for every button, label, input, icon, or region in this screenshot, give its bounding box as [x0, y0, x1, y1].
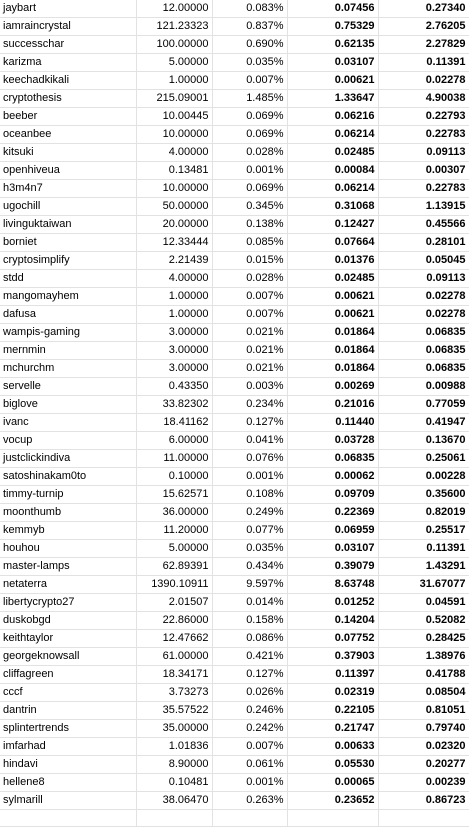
table-row	[0, 360, 469, 378]
username-cell[interactable]: libertycrypto27	[0, 594, 136, 612]
table-row	[0, 522, 469, 540]
value-cell[interactable]: 0.07664	[287, 234, 378, 252]
value-alt-cell[interactable]: 0.08504	[378, 684, 469, 702]
table-row	[0, 162, 469, 180]
amount-cell[interactable]: 100.00000	[136, 36, 212, 54]
table-row	[0, 72, 469, 90]
share-percent-cell[interactable]: 0.127%	[212, 666, 287, 684]
share-percent-cell[interactable]: 0.035%	[212, 54, 287, 72]
value-alt-cell[interactable]: 0.06835	[378, 342, 469, 360]
table-row	[0, 792, 469, 810]
amount-cell[interactable]: 1390.10911	[136, 576, 212, 594]
value-alt-cell[interactable]: 0.41788	[378, 666, 469, 684]
amount-cell[interactable]: 0.43350	[136, 378, 212, 396]
table-row	[0, 648, 469, 666]
value-alt-cell[interactable]: 0.22783	[378, 180, 469, 198]
share-percent-cell[interactable]: 0.069%	[212, 108, 287, 126]
share-percent-cell[interactable]: 0.242%	[212, 720, 287, 738]
value-cell[interactable]: 0.22105	[287, 702, 378, 720]
value-alt-cell[interactable]: 0.00228	[378, 468, 469, 486]
username-cell[interactable]: stdd	[0, 270, 136, 288]
value-cell[interactable]: 0.75329	[287, 18, 378, 36]
username-cell[interactable]: sylmarill	[0, 792, 136, 810]
value-alt-cell[interactable]: 0.82019	[378, 504, 469, 522]
value-alt-cell[interactable]: 2.27829	[378, 36, 469, 54]
username-cell[interactable]: karizma	[0, 54, 136, 72]
amount-cell[interactable]: 4.00000	[136, 270, 212, 288]
share-percent-cell[interactable]: 1.485%	[212, 90, 287, 108]
value-cell[interactable]: 0.11440	[287, 414, 378, 432]
value-alt-cell[interactable]: 0.02278	[378, 306, 469, 324]
username-cell[interactable]: mernmin	[0, 342, 136, 360]
amount-cell[interactable]: 1.01836	[136, 738, 212, 756]
table-row	[0, 702, 469, 720]
amount-cell[interactable]: 2.01507	[136, 594, 212, 612]
amount-cell[interactable]: 20.00000	[136, 216, 212, 234]
username-cell[interactable]: houhou	[0, 540, 136, 558]
share-percent-cell[interactable]: 0.234%	[212, 396, 287, 414]
amount-cell[interactable]: 11.00000	[136, 450, 212, 468]
share-percent-cell[interactable]: 0.021%	[212, 342, 287, 360]
value-alt-cell[interactable]: 0.22793	[378, 108, 469, 126]
share-percent-cell[interactable]: 0.108%	[212, 486, 287, 504]
amount-cell[interactable]: 22.86000	[136, 612, 212, 630]
value-alt-cell[interactable]: 0.02278	[378, 72, 469, 90]
table-row	[0, 378, 469, 396]
value-cell[interactable]: 0.11397	[287, 666, 378, 684]
amount-cell[interactable]: 10.00445	[136, 108, 212, 126]
value-cell[interactable]: 0.00065	[287, 774, 378, 792]
table-row	[0, 198, 469, 216]
amount-cell[interactable]: 33.82302	[136, 396, 212, 414]
table-row	[0, 54, 469, 72]
table-row	[0, 540, 469, 558]
share-percent-cell[interactable]: 0.007%	[212, 306, 287, 324]
amount-cell[interactable]: 4.00000	[136, 144, 212, 162]
value-alt-cell[interactable]: 4.90038	[378, 90, 469, 108]
username-cell[interactable]: mangomayhem	[0, 288, 136, 306]
username-cell[interactable]: kitsuki	[0, 144, 136, 162]
table-row	[0, 396, 469, 414]
amount-cell[interactable]: 0.10000	[136, 468, 212, 486]
value-cell[interactable]: 0.12427	[287, 216, 378, 234]
share-percent-cell[interactable]: 0.021%	[212, 360, 287, 378]
share-percent-cell[interactable]: 0.083%	[212, 0, 287, 18]
username-cell[interactable]	[0, 810, 136, 827]
value-cell[interactable]: 0.01252	[287, 594, 378, 612]
share-percent-cell[interactable]: 0.421%	[212, 648, 287, 666]
username-cell[interactable]: jaybart	[0, 0, 136, 18]
username-cell[interactable]: netaterra	[0, 576, 136, 594]
amount-cell[interactable]: 3.00000	[136, 342, 212, 360]
value-cell[interactable]: 0.09709	[287, 486, 378, 504]
value-cell[interactable]: 0.31068	[287, 198, 378, 216]
value-cell[interactable]: 0.05530	[287, 756, 378, 774]
share-percent-cell[interactable]: 0.263%	[212, 792, 287, 810]
table-row	[0, 0, 469, 18]
amount-cell[interactable]: 61.00000	[136, 648, 212, 666]
value-cell[interactable]: 0.03728	[287, 432, 378, 450]
username-cell[interactable]: splintertrends	[0, 720, 136, 738]
share-percent-cell[interactable]: 0.001%	[212, 774, 287, 792]
value-alt-cell[interactable]: 0.11391	[378, 540, 469, 558]
username-cell[interactable]: duskobgd	[0, 612, 136, 630]
username-cell[interactable]: openhiveua	[0, 162, 136, 180]
value-alt-cell[interactable]: 0.00239	[378, 774, 469, 792]
table-row	[0, 342, 469, 360]
share-percent-cell[interactable]: 0.249%	[212, 504, 287, 522]
amount-cell[interactable]: 3.00000	[136, 360, 212, 378]
value-alt-cell[interactable]: 1.13915	[378, 198, 469, 216]
amount-cell[interactable]: 35.00000	[136, 720, 212, 738]
username-cell[interactable]: imfarhad	[0, 738, 136, 756]
table-row	[0, 666, 469, 684]
value-cell[interactable]: 0.21747	[287, 720, 378, 738]
table-row	[0, 576, 469, 594]
share-percent-cell[interactable]: 0.069%	[212, 180, 287, 198]
value-cell[interactable]: 0.07456	[287, 0, 378, 18]
amount-cell[interactable]: 12.33444	[136, 234, 212, 252]
share-percent-cell[interactable]: 0.690%	[212, 36, 287, 54]
value-alt-cell[interactable]: 0.25061	[378, 450, 469, 468]
value-cell[interactable]: 0.14204	[287, 612, 378, 630]
username-cell[interactable]: master-lamps	[0, 558, 136, 576]
value-cell[interactable]: 0.00621	[287, 72, 378, 90]
value-cell[interactable]: 0.01864	[287, 360, 378, 378]
table-row	[0, 684, 469, 702]
value-alt-cell[interactable]: 0.41947	[378, 414, 469, 432]
amount-cell[interactable]: 12.00000	[136, 0, 212, 18]
username-cell[interactable]: hindavi	[0, 756, 136, 774]
amount-cell[interactable]: 10.00000	[136, 180, 212, 198]
share-percent-cell[interactable]: 0.127%	[212, 414, 287, 432]
value-alt-cell[interactable]: 0.06835	[378, 360, 469, 378]
value-alt-cell[interactable]: 0.77059	[378, 396, 469, 414]
value-alt-cell[interactable]: 0.22783	[378, 126, 469, 144]
share-percent-cell[interactable]: 0.021%	[212, 324, 287, 342]
share-percent-cell[interactable]: 0.026%	[212, 684, 287, 702]
username-cell[interactable]: mchurchm	[0, 360, 136, 378]
amount-cell[interactable]: 3.73273	[136, 684, 212, 702]
table-row	[0, 594, 469, 612]
table-row	[0, 270, 469, 288]
amount-cell[interactable]: 215.09001	[136, 90, 212, 108]
value-cell[interactable]: 0.01376	[287, 252, 378, 270]
table-row	[0, 774, 469, 792]
table-row	[0, 144, 469, 162]
share-percent-cell[interactable]: 0.345%	[212, 198, 287, 216]
table-row	[0, 810, 469, 827]
share-percent-cell[interactable]: 0.007%	[212, 738, 287, 756]
value-alt-cell[interactable]: 0.28101	[378, 234, 469, 252]
amount-cell[interactable]: 62.89391	[136, 558, 212, 576]
table-row	[0, 630, 469, 648]
amount-cell[interactable]: 121.23323	[136, 18, 212, 36]
share-percent-cell[interactable]: 0.837%	[212, 18, 287, 36]
amount-cell[interactable]: 6.00000	[136, 432, 212, 450]
amount-cell[interactable]: 3.00000	[136, 324, 212, 342]
value-alt-cell[interactable]: 0.06835	[378, 324, 469, 342]
table-row	[0, 432, 469, 450]
amount-cell[interactable]: 2.21439	[136, 252, 212, 270]
username-cell[interactable]: successchar	[0, 36, 136, 54]
value-alt-cell[interactable]: 0.27340	[378, 0, 469, 18]
username-cell[interactable]: moonthumb	[0, 504, 136, 522]
share-percent-cell[interactable]: 0.069%	[212, 126, 287, 144]
amount-cell[interactable]: 18.41162	[136, 414, 212, 432]
share-percent-cell[interactable]	[212, 810, 287, 827]
table-row	[0, 288, 469, 306]
amount-cell[interactable]: 12.47662	[136, 630, 212, 648]
username-cell[interactable]: keechadkikali	[0, 72, 136, 90]
value-alt-cell[interactable]: 2.76205	[378, 18, 469, 36]
amount-cell[interactable]: 35.57522	[136, 702, 212, 720]
share-percent-cell[interactable]: 0.041%	[212, 432, 287, 450]
value-cell[interactable]: 0.39079	[287, 558, 378, 576]
username-cell[interactable]: oceanbee	[0, 126, 136, 144]
value-alt-cell[interactable]: 0.09113	[378, 270, 469, 288]
username-cell[interactable]: georgeknowsall	[0, 648, 136, 666]
value-alt-cell[interactable]: 0.79740	[378, 720, 469, 738]
share-percent-cell[interactable]: 0.077%	[212, 522, 287, 540]
value-alt-cell[interactable]: 0.25517	[378, 522, 469, 540]
username-cell[interactable]: cliffagreen	[0, 666, 136, 684]
value-alt-cell[interactable]: 1.38976	[378, 648, 469, 666]
amount-cell[interactable]: 5.00000	[136, 54, 212, 72]
amount-cell[interactable]: 0.13481	[136, 162, 212, 180]
username-cell[interactable]: hellene8	[0, 774, 136, 792]
share-percent-cell[interactable]: 0.014%	[212, 594, 287, 612]
table-row	[0, 468, 469, 486]
username-cell[interactable]: beeber	[0, 108, 136, 126]
share-percent-cell[interactable]: 0.007%	[212, 72, 287, 90]
username-cell[interactable]: kemmyb	[0, 522, 136, 540]
value-cell[interactable]: 0.06214	[287, 180, 378, 198]
username-cell[interactable]: timmy-turnip	[0, 486, 136, 504]
username-cell[interactable]: biglove	[0, 396, 136, 414]
amount-cell[interactable]: 38.06470	[136, 792, 212, 810]
value-cell[interactable]: 0.06214	[287, 126, 378, 144]
table-row	[0, 558, 469, 576]
table-row	[0, 18, 469, 36]
table-row	[0, 720, 469, 738]
share-percent-cell[interactable]: 0.061%	[212, 756, 287, 774]
table-row	[0, 756, 469, 774]
value-cell[interactable]: 8.63748	[287, 576, 378, 594]
username-cell[interactable]: h3m4n7	[0, 180, 136, 198]
username-cell[interactable]: borniet	[0, 234, 136, 252]
value-cell[interactable]: 0.06959	[287, 522, 378, 540]
table-row	[0, 414, 469, 432]
value-alt-cell[interactable]: 0.86723	[378, 792, 469, 810]
value-cell[interactable]: 0.07752	[287, 630, 378, 648]
value-alt-cell[interactable]: 0.28425	[378, 630, 469, 648]
username-cell[interactable]: vocup	[0, 432, 136, 450]
value-alt-cell[interactable]: 0.45566	[378, 216, 469, 234]
username-cell[interactable]: ugochill	[0, 198, 136, 216]
value-cell[interactable]: 0.00621	[287, 288, 378, 306]
value-alt-cell[interactable]	[378, 810, 469, 827]
table-row	[0, 108, 469, 126]
share-percent-cell[interactable]: 0.015%	[212, 252, 287, 270]
value-cell[interactable]: 0.00084	[287, 162, 378, 180]
username-cell[interactable]: livinguktaiwan	[0, 216, 136, 234]
share-percent-cell[interactable]: 0.138%	[212, 216, 287, 234]
share-percent-cell[interactable]: 0.434%	[212, 558, 287, 576]
share-percent-cell[interactable]: 0.001%	[212, 468, 287, 486]
value-cell[interactable]: 1.33647	[287, 90, 378, 108]
table-row	[0, 234, 469, 252]
username-cell[interactable]: justclickindiva	[0, 450, 136, 468]
username-cell[interactable]: cryptosimplify	[0, 252, 136, 270]
value-alt-cell[interactable]: 0.02320	[378, 738, 469, 756]
value-cell[interactable]: 0.03107	[287, 54, 378, 72]
share-percent-cell[interactable]: 0.158%	[212, 612, 287, 630]
value-cell[interactable]: 0.06835	[287, 450, 378, 468]
value-cell[interactable]: 0.01864	[287, 324, 378, 342]
table-row	[0, 738, 469, 756]
value-alt-cell[interactable]: 0.52082	[378, 612, 469, 630]
value-cell[interactable]: 0.23652	[287, 792, 378, 810]
username-cell[interactable]: keithtaylor	[0, 630, 136, 648]
username-cell[interactable]: satoshinakam0to	[0, 468, 136, 486]
value-alt-cell[interactable]: 0.11391	[378, 54, 469, 72]
value-cell[interactable]: 0.00621	[287, 306, 378, 324]
username-cell[interactable]: ivanc	[0, 414, 136, 432]
amount-cell[interactable]	[136, 810, 212, 827]
table-row	[0, 450, 469, 468]
username-cell[interactable]: iamraincrystal	[0, 18, 136, 36]
username-cell[interactable]: dantrin	[0, 702, 136, 720]
value-cell[interactable]: 0.37903	[287, 648, 378, 666]
value-alt-cell[interactable]: 0.13670	[378, 432, 469, 450]
amount-cell[interactable]: 11.20000	[136, 522, 212, 540]
table-row	[0, 324, 469, 342]
amount-cell[interactable]: 5.00000	[136, 540, 212, 558]
value-alt-cell[interactable]: 0.00307	[378, 162, 469, 180]
table-row	[0, 612, 469, 630]
table-row	[0, 504, 469, 522]
share-percent-cell[interactable]: 0.086%	[212, 630, 287, 648]
username-cell[interactable]: cryptothesis	[0, 90, 136, 108]
table-row	[0, 252, 469, 270]
value-alt-cell[interactable]: 0.20277	[378, 756, 469, 774]
amount-cell[interactable]: 15.62571	[136, 486, 212, 504]
value-alt-cell[interactable]: 31.67077	[378, 576, 469, 594]
value-cell[interactable]: 0.02485	[287, 270, 378, 288]
amount-cell[interactable]: 1.00000	[136, 72, 212, 90]
value-cell[interactable]: 0.00269	[287, 378, 378, 396]
table-row	[0, 486, 469, 504]
value-cell[interactable]: 0.00633	[287, 738, 378, 756]
username-cell[interactable]: wampis-gaming	[0, 324, 136, 342]
amount-cell[interactable]: 8.90000	[136, 756, 212, 774]
value-cell[interactable]: 0.02485	[287, 144, 378, 162]
share-percent-cell[interactable]: 0.028%	[212, 270, 287, 288]
share-percent-cell[interactable]: 0.035%	[212, 540, 287, 558]
value-alt-cell[interactable]: 0.05045	[378, 252, 469, 270]
value-cell[interactable]: 0.22369	[287, 504, 378, 522]
table-row	[0, 36, 469, 54]
share-percent-cell[interactable]: 9.597%	[212, 576, 287, 594]
value-alt-cell[interactable]: 0.35600	[378, 486, 469, 504]
table-row	[0, 126, 469, 144]
value-cell[interactable]	[287, 810, 378, 827]
amount-cell[interactable]: 1.00000	[136, 306, 212, 324]
table-row	[0, 180, 469, 198]
value-alt-cell[interactable]: 0.09113	[378, 144, 469, 162]
value-alt-cell[interactable]: 0.02278	[378, 288, 469, 306]
share-percent-cell[interactable]: 0.246%	[212, 702, 287, 720]
username-cell[interactable]: servelle	[0, 378, 136, 396]
value-cell[interactable]: 0.00062	[287, 468, 378, 486]
share-percent-cell[interactable]: 0.001%	[212, 162, 287, 180]
share-percent-cell[interactable]: 0.028%	[212, 144, 287, 162]
amount-cell[interactable]: 18.34171	[136, 666, 212, 684]
amount-cell[interactable]: 0.10481	[136, 774, 212, 792]
value-alt-cell[interactable]: 1.43291	[378, 558, 469, 576]
amount-cell[interactable]: 36.00000	[136, 504, 212, 522]
amount-cell[interactable]: 1.00000	[136, 288, 212, 306]
share-percent-cell[interactable]: 0.007%	[212, 288, 287, 306]
amount-cell[interactable]: 10.00000	[136, 126, 212, 144]
value-cell[interactable]: 0.01864	[287, 342, 378, 360]
username-cell[interactable]: cccf	[0, 684, 136, 702]
table-row	[0, 90, 469, 108]
share-percent-cell[interactable]: 0.076%	[212, 450, 287, 468]
value-cell[interactable]: 0.62135	[287, 36, 378, 54]
value-cell[interactable]: 0.06216	[287, 108, 378, 126]
username-cell[interactable]: dafusa	[0, 306, 136, 324]
value-alt-cell[interactable]: 0.81051	[378, 702, 469, 720]
amount-cell[interactable]: 50.00000	[136, 198, 212, 216]
table-row	[0, 306, 469, 324]
share-percent-cell[interactable]: 0.003%	[212, 378, 287, 396]
value-cell[interactable]: 0.21016	[287, 396, 378, 414]
value-alt-cell[interactable]: 0.00988	[378, 378, 469, 396]
table-row	[0, 216, 469, 234]
value-alt-cell[interactable]: 0.04591	[378, 594, 469, 612]
value-cell[interactable]: 0.03107	[287, 540, 378, 558]
share-percent-cell[interactable]: 0.085%	[212, 234, 287, 252]
value-cell[interactable]: 0.02319	[287, 684, 378, 702]
